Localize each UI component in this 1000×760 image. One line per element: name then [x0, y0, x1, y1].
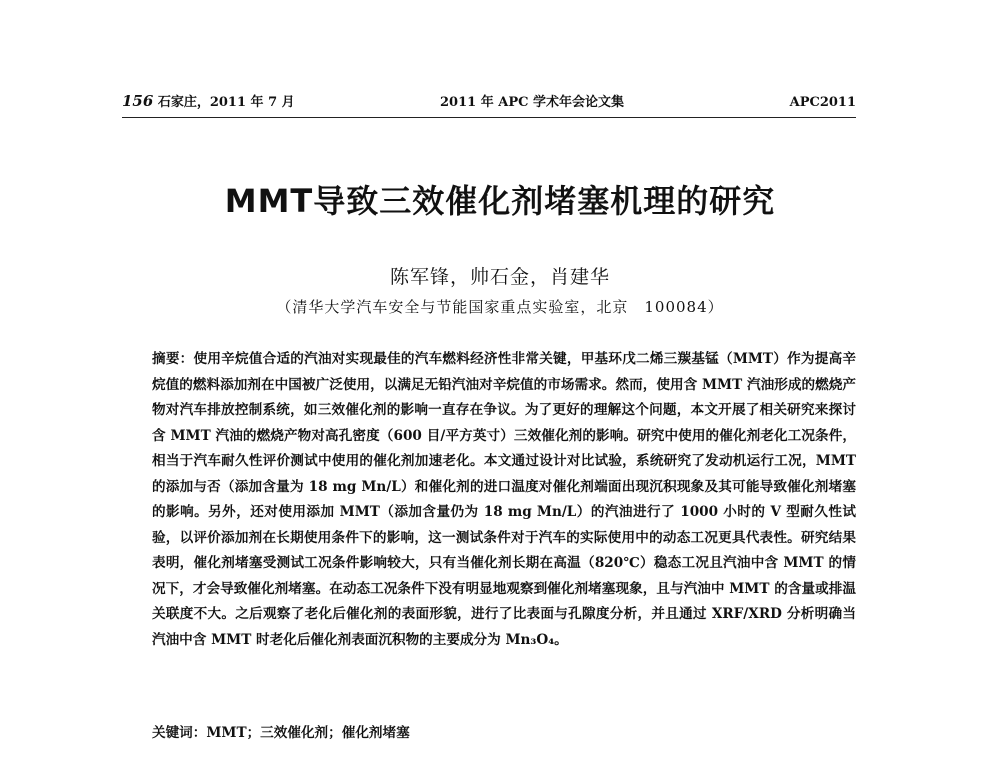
header-left	[122, 91, 295, 110]
conference-code: APC2011	[789, 95, 856, 110]
abstract-label: 摘要：	[152, 351, 194, 367]
abstract	[152, 347, 856, 653]
abstract-text: 使用辛烷值合适的汽油对实现最佳的汽车燃料经济性非常关键，甲基环戊二烯三羰基锰（MMT）作为提高辛烷值的燃料添加剂在中国被广泛使用，以满足无铅汽油对辛烷值的市场需求。然而，使用含 MMT 汽油形成的燃烧产物对汽车排放控制系统，如三效催化剂的影响一直存在争议。为了更好的理解这个问题，本文开展了相关研究来探讨含 MMT 汽油的燃烧产物对高孔密度（600 目/平方英寸）三效催化剂的影响。研究中使用的催化剂老化工况条件，相当于汽车耐久性评价测试中使用的催化剂加速老化。本文通过设计对比试验，系统研究了发动机运行工况，MMT 的添加与否（添加含量为 18 mg Mn/L）和催化剂的进口温度对催化剂端面出现沉积现象及其可能导致催化剂堵塞的影响。另外，还对使用添加 MMT（添加含量仍为 18 mg Mn/L）的汽油进行了 1000 小时的 V 型耐久性试验，以评价添加剂在长期使用条件下的影响，这一测试条件对于汽车的实际使用中的动态工况更具代表性。研究结果表明，催化剂堵塞受测试工况条件影响较大，只有当催化剂长期在高温（820℃）稳态工况且汽油中含 MMT 的情况下，才会导致催化剂堵塞。在动态工况条件下没有明显地观察到催化剂堵塞现象，且与汽油中 MMT 的含量或排温关联度不大。之后观察了老化后催化剂的表面形貌，进行了比表面与孔隙度分析，并且通过 XRF/XRD 分析明确当汽油中含 MMT 时老化后催化剂表面沉积物的主要成分为 Mn₃O₄。	[152, 351, 857, 648]
running-header	[122, 92, 856, 118]
page-number: 156	[122, 92, 154, 110]
keywords-label: 关键词：	[152, 725, 207, 741]
keywords	[152, 722, 856, 744]
authors: 陈军锋，帅石金，肖建华	[389, 266, 610, 288]
paper-title: MMT导致三效催化剂堵塞机理的研究	[224, 182, 776, 220]
place-date: 石家庄，2011 年 7 月	[157, 95, 295, 110]
keywords-text: MMT；三效催化剂；催化剂堵塞	[206, 725, 410, 741]
header-rule	[122, 117, 856, 118]
affiliation: （清华大学汽车安全与节能国家重点实验室，北京 100084）	[276, 298, 724, 316]
proceedings-title: 2011 年 APC 学术年会论文集	[440, 95, 624, 110]
